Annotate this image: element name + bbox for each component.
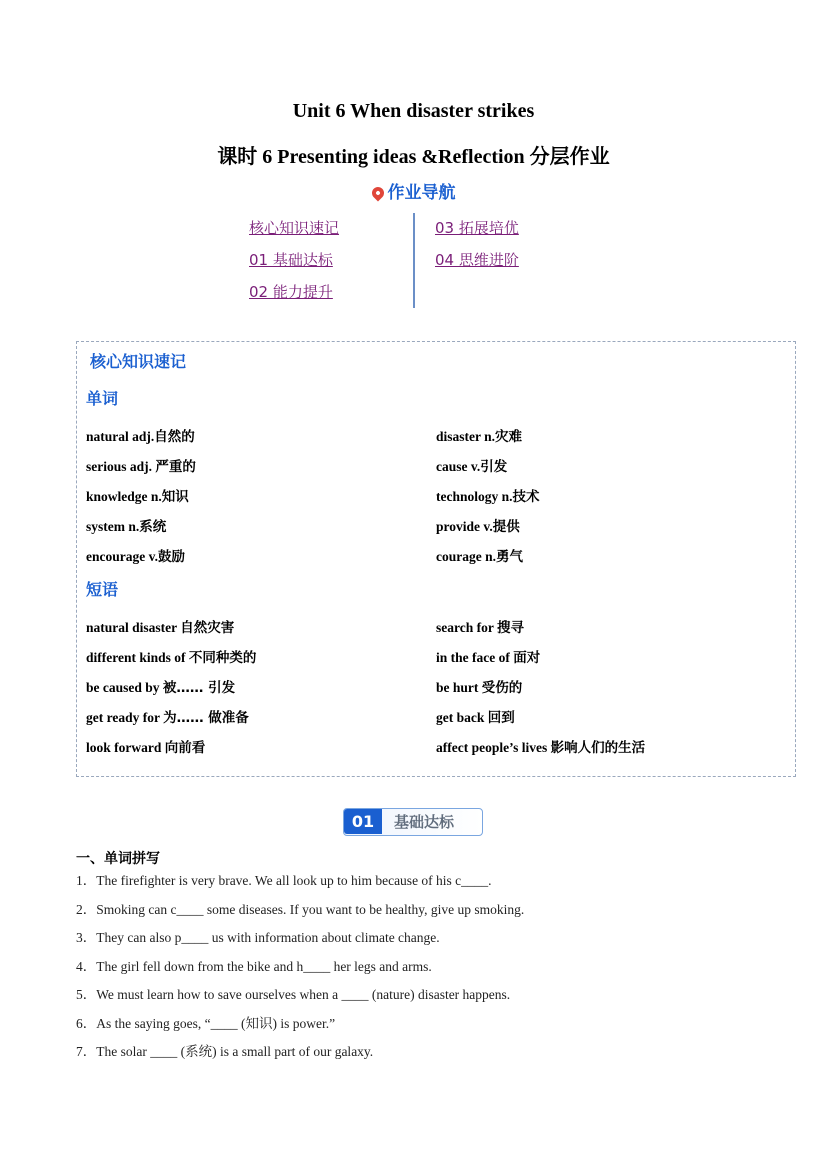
- vocab-item: [86, 425, 195, 445]
- vocab-item: [436, 545, 523, 565]
- question-item: 4．The girl fell down from the bike and h____ her legs and arms.: [76, 958, 432, 974]
- vocab-chinese: 鼓励: [158, 549, 185, 565]
- vocab-item: [436, 646, 540, 666]
- vocab-item: [86, 616, 234, 636]
- vocab-english: look forward: [86, 740, 165, 755]
- badge-number: 01: [344, 809, 382, 834]
- exercise-heading: 一、单词拼写: [76, 851, 160, 867]
- nav-link-01[interactable]: 01 基础达标: [249, 251, 333, 269]
- vocab-item: [436, 706, 515, 726]
- vocab-item: [86, 706, 249, 726]
- vocab-chinese: 勇气: [496, 549, 523, 565]
- vocab-item: [86, 545, 185, 565]
- question-item: 3．They can also p____ us with information about climate change.: [76, 930, 440, 945]
- nav-divider: [413, 213, 415, 308]
- vocab-chinese: 为…… 做准备: [163, 710, 249, 726]
- vocab-english: natural adj.: [86, 429, 155, 444]
- vocab-chinese: 提供: [492, 519, 520, 535]
- question-item: 1．The firefighter is very brave. We all look up to him because of his c____.: [76, 873, 492, 888]
- nav-link-core-knowledge[interactable]: 核心知识速记: [249, 219, 340, 237]
- vocab-item: [86, 646, 256, 666]
- vocab-english: affect people’s lives: [436, 740, 551, 755]
- vocab-chinese: 向前看: [164, 740, 206, 756]
- vocab-item: [436, 736, 645, 756]
- vocab-english: be caused by: [86, 680, 163, 695]
- nav-link-03[interactable]: 03 拓展培优: [435, 219, 519, 237]
- location-pin-icon: [369, 185, 386, 202]
- vocab-english: courage n.: [436, 549, 496, 564]
- vocab-chinese: 系统: [139, 519, 167, 535]
- vocab-chinese: 影响人们的生活: [550, 740, 646, 756]
- vocab-chinese: 严重的: [155, 459, 196, 475]
- vocab-english: different kinds of: [86, 650, 189, 665]
- section-badge: [343, 808, 483, 836]
- vocab-item: [86, 515, 166, 535]
- question-item: 5．We must learn how to save ourselves when a ____ (nature) disaster happens.: [76, 987, 511, 1002]
- vocab-english: disaster n.: [436, 429, 496, 444]
- vocab-chinese: 自然的: [154, 429, 195, 445]
- question-item: 7．The solar ____ (系统) is a small part of our galaxy.: [76, 1044, 374, 1059]
- vocab-english: get ready for: [86, 710, 164, 725]
- page-subtitle: 课时 6 Presenting ideas &Reflection 分层作业: [217, 146, 610, 168]
- words-heading: 单词: [86, 389, 119, 408]
- vocab-english: search for: [436, 620, 497, 635]
- vocab-chinese: 被…… 引发: [162, 680, 236, 696]
- vocab-english: serious adj.: [86, 459, 156, 474]
- vocab-item: [436, 455, 507, 475]
- vocab-english: natural disaster: [86, 620, 181, 635]
- vocab-chinese: 知识: [161, 489, 189, 505]
- vocab-chinese: 受伤的: [481, 680, 523, 696]
- knowledge-title: 核心知识速记: [90, 352, 187, 371]
- nav-link-02[interactable]: 02 能力提升: [249, 283, 333, 301]
- vocab-chinese: 自然灾害: [180, 620, 235, 636]
- vocab-english: in the face of: [436, 650, 514, 665]
- vocab-chinese: 引发: [480, 459, 508, 475]
- vocab-chinese: 技术: [512, 489, 540, 505]
- vocab-chinese: 不同种类的: [188, 650, 257, 666]
- vocab-english: technology n.: [436, 489, 513, 504]
- vocab-english: cause v.: [436, 459, 481, 474]
- vocab-english: get back: [436, 710, 488, 725]
- vocab-chinese: 面对: [513, 650, 541, 666]
- nav-link-04[interactable]: 04 思维进阶: [435, 251, 519, 269]
- vocab-item: [436, 515, 520, 535]
- vocab-item: [86, 676, 235, 696]
- vocab-english: knowledge n.: [86, 489, 162, 504]
- vocab-chinese: 灾难: [495, 429, 523, 445]
- vocab-item: [436, 485, 540, 505]
- page-title: Unit 6 When disaster strikes: [292, 100, 535, 122]
- vocab-item: [436, 676, 522, 696]
- nav-heading: [0, 178, 827, 203]
- question-item: 6．As the saying goes, “____ (知识) is power.”: [76, 1015, 336, 1031]
- question-item: 2．Smoking can c____ some diseases. If you want to be healthy, give up smoking.: [76, 901, 525, 917]
- phrases-heading: 短语: [86, 580, 119, 599]
- vocab-item: [86, 485, 189, 505]
- vocab-item: [436, 616, 524, 636]
- vocab-english: encourage v.: [86, 549, 158, 564]
- vocab-item: [436, 425, 522, 445]
- vocab-chinese: 搜寻: [497, 620, 524, 636]
- badge-label: 基础达标: [394, 813, 455, 831]
- vocab-item: [86, 455, 196, 475]
- vocab-item: [86, 736, 205, 756]
- vocab-chinese: 回到: [487, 710, 515, 726]
- vocab-english: be hurt: [436, 680, 482, 695]
- nav-heading-label: 作业导航: [387, 183, 456, 203]
- vocab-english: provide v.: [436, 519, 493, 534]
- vocab-english: system n.: [86, 519, 140, 534]
